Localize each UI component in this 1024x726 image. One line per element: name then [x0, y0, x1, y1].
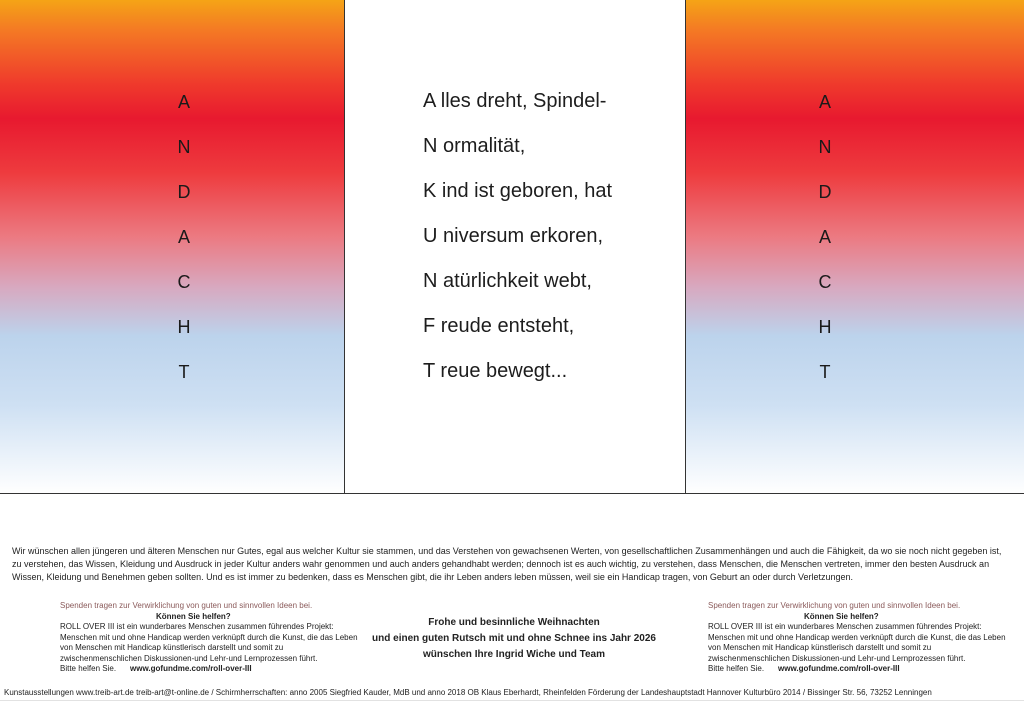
acrostic-letter: N [818, 137, 832, 157]
acrostic-letter: A [177, 227, 190, 247]
wishes-paragraph: Wir wünschen allen jüngeren und älteren Menschen nur Gutes, egal aus welcher Kultur sie stammen, und das Verstehen von gewachsenen Werten, von gesellschaftlichen Zusammenhängen und auch die Fähigkeit, da wo sie noch nicht gegeben ist, zu verstehen, das Wissen, Kleidung und Ausdruck in jeder Kultur anders wahr genommen und auch anders gehandhabt werden; dennoch ist es auch wichtig, zu verstehen, dass Menschen, die Menschen vertreten, immer den besten Ausdruck an Wissen, Kleidung und Benehmen geben sollten. Und es ist immer zu bedenken, dass es Menschen gibt, die ihr Leben anders leben müssen, weil sie ein Handicap tragen, von Geburt an oder durch Verletzungen. [12, 546, 1002, 582]
acrostic-letter: A [177, 92, 190, 112]
donation-question: Können Sie helfen? [804, 611, 879, 621]
donation-body: ROLL OVER III ist ein wunderbares Menschen zusammen führendes Projekt: Menschen mit und ohne Handicap werden verknüpft durch die Kunst, die das Leben von Menschen mit Handicap künstlerisch darstellt und somit zu zwischenmenschlichen Diskussionen-und Lehr-und Lernprozessen führt. [708, 622, 1006, 663]
donation-intro: Spenden tragen zur Verwirklichung von guten und sinnvollen Ideen bei. [708, 601, 961, 610]
poem-line: N ormalität, [423, 135, 526, 157]
acrostic-letter: T [178, 362, 190, 382]
panel-divider-right [685, 0, 686, 494]
acrostic-letter: H [177, 317, 191, 337]
acrostic-letter: D [818, 182, 832, 202]
acrostic-letter: H [818, 317, 832, 337]
donation-question: Können Sie helfen? [156, 611, 231, 621]
acrostic-letter: D [177, 182, 191, 202]
footer-credits: Kunstausstellungen www.treib-art.de treib-art@t-online.de / Schirmherrschaften: anno 2005 Siegfried Kauder, MdB und anno 2018 OB Klaus Eberhardt, Rheinfelden Förderung der Landeshauptstadt Hannover Kulturbüro 2014 / Bissinger Str. 56, 73252 Lenningen [4, 688, 932, 697]
gofundme-link[interactable]: www.gofundme.com/roll-over-III [778, 664, 900, 673]
donation-intro: Spenden tragen zur Verwirklichung von guten und sinnvollen Ideen bei. [60, 601, 313, 610]
poem-line: F reude entsteht, [423, 315, 575, 337]
donation-box-right [708, 601, 1008, 675]
donation-cta-row [60, 664, 360, 675]
donation-body: ROLL OVER III ist ein wunderbares Menschen zusammen führendes Projekt: Menschen mit und ohne Handicap werden verknüpft durch die Kunst, die das Leben von Menschen mit Handicap künstlerisch darstellt und somit zu zwischenmenschlichen Diskussionen-und Lehr-und Lernprozessen führt. [60, 622, 358, 663]
poem [423, 88, 612, 403]
poem-line: T reue bewegt... [423, 360, 568, 382]
donation-cta: Bitte helfen Sie. [60, 664, 117, 673]
acrostic-left [174, 92, 194, 407]
poem-line: U niversum erkoren, [423, 225, 604, 247]
right-gradient-panel [686, 0, 1024, 494]
acrostic-letter: N [177, 137, 191, 157]
donation-cta: Bitte helfen Sie. [708, 664, 765, 673]
acrostic-right [815, 92, 835, 407]
bottom-rule [0, 700, 1024, 701]
poem-line: A lles dreht, Spindel- [423, 90, 607, 112]
greeting-line: wünschen Ihre Ingrid Wiche und Team [423, 649, 605, 660]
greeting-line: und einen guten Rutsch mit und ohne Schnee ins Jahr 2026 [372, 633, 656, 644]
acrostic-letter: C [177, 272, 191, 292]
left-gradient-panel [0, 0, 344, 494]
panel-divider-left [344, 0, 345, 494]
donation-box-left [60, 601, 360, 675]
christmas-greeting [354, 615, 674, 663]
acrostic-letter: A [818, 227, 831, 247]
greeting-line: Frohe und besinnliche Weihnachten [428, 617, 600, 628]
gofundme-link[interactable]: www.gofundme.com/roll-over-III [130, 664, 252, 673]
poem-line: N atürlichkeit webt, [423, 270, 592, 292]
donation-cta-row [708, 664, 1008, 675]
acrostic-letter: C [818, 272, 832, 292]
acrostic-letter: A [818, 92, 831, 112]
acrostic-letter: T [819, 362, 831, 382]
poem-line: K ind ist geboren, hat [423, 180, 613, 202]
panels-bottom-border [0, 493, 1024, 494]
